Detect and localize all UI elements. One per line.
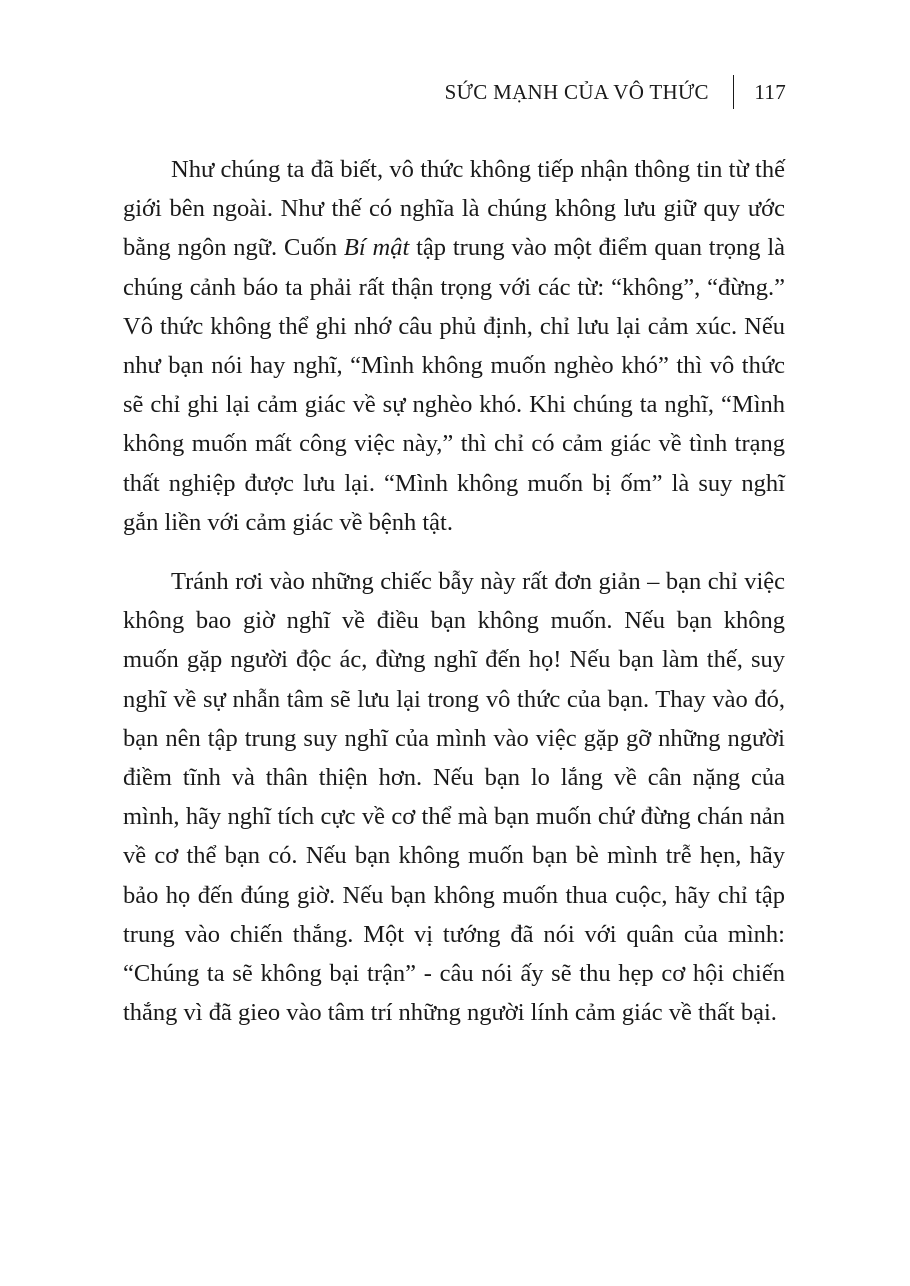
running-title: SỨC MẠNH CỦA VÔ THỨC (444, 79, 709, 104)
paragraph-1 (123, 150, 785, 542)
paragraph-2: Tránh rơi vào những chiếc bẫy này rất đơn giản – bạn chỉ việc không bao giờ nghĩ về điều bạn không muốn. Nếu bạn không muốn gặp người độc ác, đừng nghĩ đến họ! Nếu bạn làm thế, suy nghĩ về sự nhẫn tâm sẽ lưu lại trong vô thức của bạn. Thay vào đó, bạn nên tập trung suy nghĩ của mình vào việc gặp gỡ những người điềm tĩnh và thân thiện hơn. Nếu bạn lo lắng về cân nặng của mình, hãy nghĩ tích cực về cơ thể mà bạn muốn chứ đừng chán nản về cơ thể bạn có. Nếu bạn không muốn bạn bè mình trễ hẹn, hãy bảo họ đến đúng giờ. Nếu bạn không muốn thua cuộc, hãy chỉ tập trung vào chiến thắng. Một vị tướng đã nói với quân của mình: “Chúng ta sẽ không bại trận” - câu nói ấy sẽ thu hẹp cơ hội chiến thắng vì đã gieo vào tâm trí những người lính cảm giác về thất bại. (123, 568, 785, 1027)
running-header (0, 74, 786, 110)
body-text (123, 150, 785, 1032)
header-divider (733, 75, 735, 109)
paragraph-1-text-a: Như chúng ta đã biết, vô thức không tiếp nhận thông tin từ thế giới bên ngoài. Như thế có nghĩa là chúng không lưu giữ quy ước bằng ngôn ngữ. Cuốn (123, 156, 785, 262)
page-number: 117 (754, 79, 786, 104)
book-title-italic: Bí mật (343, 234, 410, 262)
paragraph-1-text-b: tập trung vào một điểm quan trọng là chúng cảnh báo ta phải rất thận trọng với các từ: “không”, “đừng.” Vô thức không thể ghi nhớ câu phủ định, chỉ lưu lại cảm xúc. Nếu như bạn nói hay nghĩ, “Mình không muốn nghèo khó” thì vô thức sẽ chỉ ghi lại cảm giác về sự nghèo khó. Khi chúng ta nghĩ, “Mình không muốn mất công việc này,” thì chỉ có cảm giác về tình trạng thất nghiệp được lưu lại. “Mình không muốn bị ốm” là suy nghĩ gắn liền với cảm giác về bệnh tật. (123, 234, 786, 536)
